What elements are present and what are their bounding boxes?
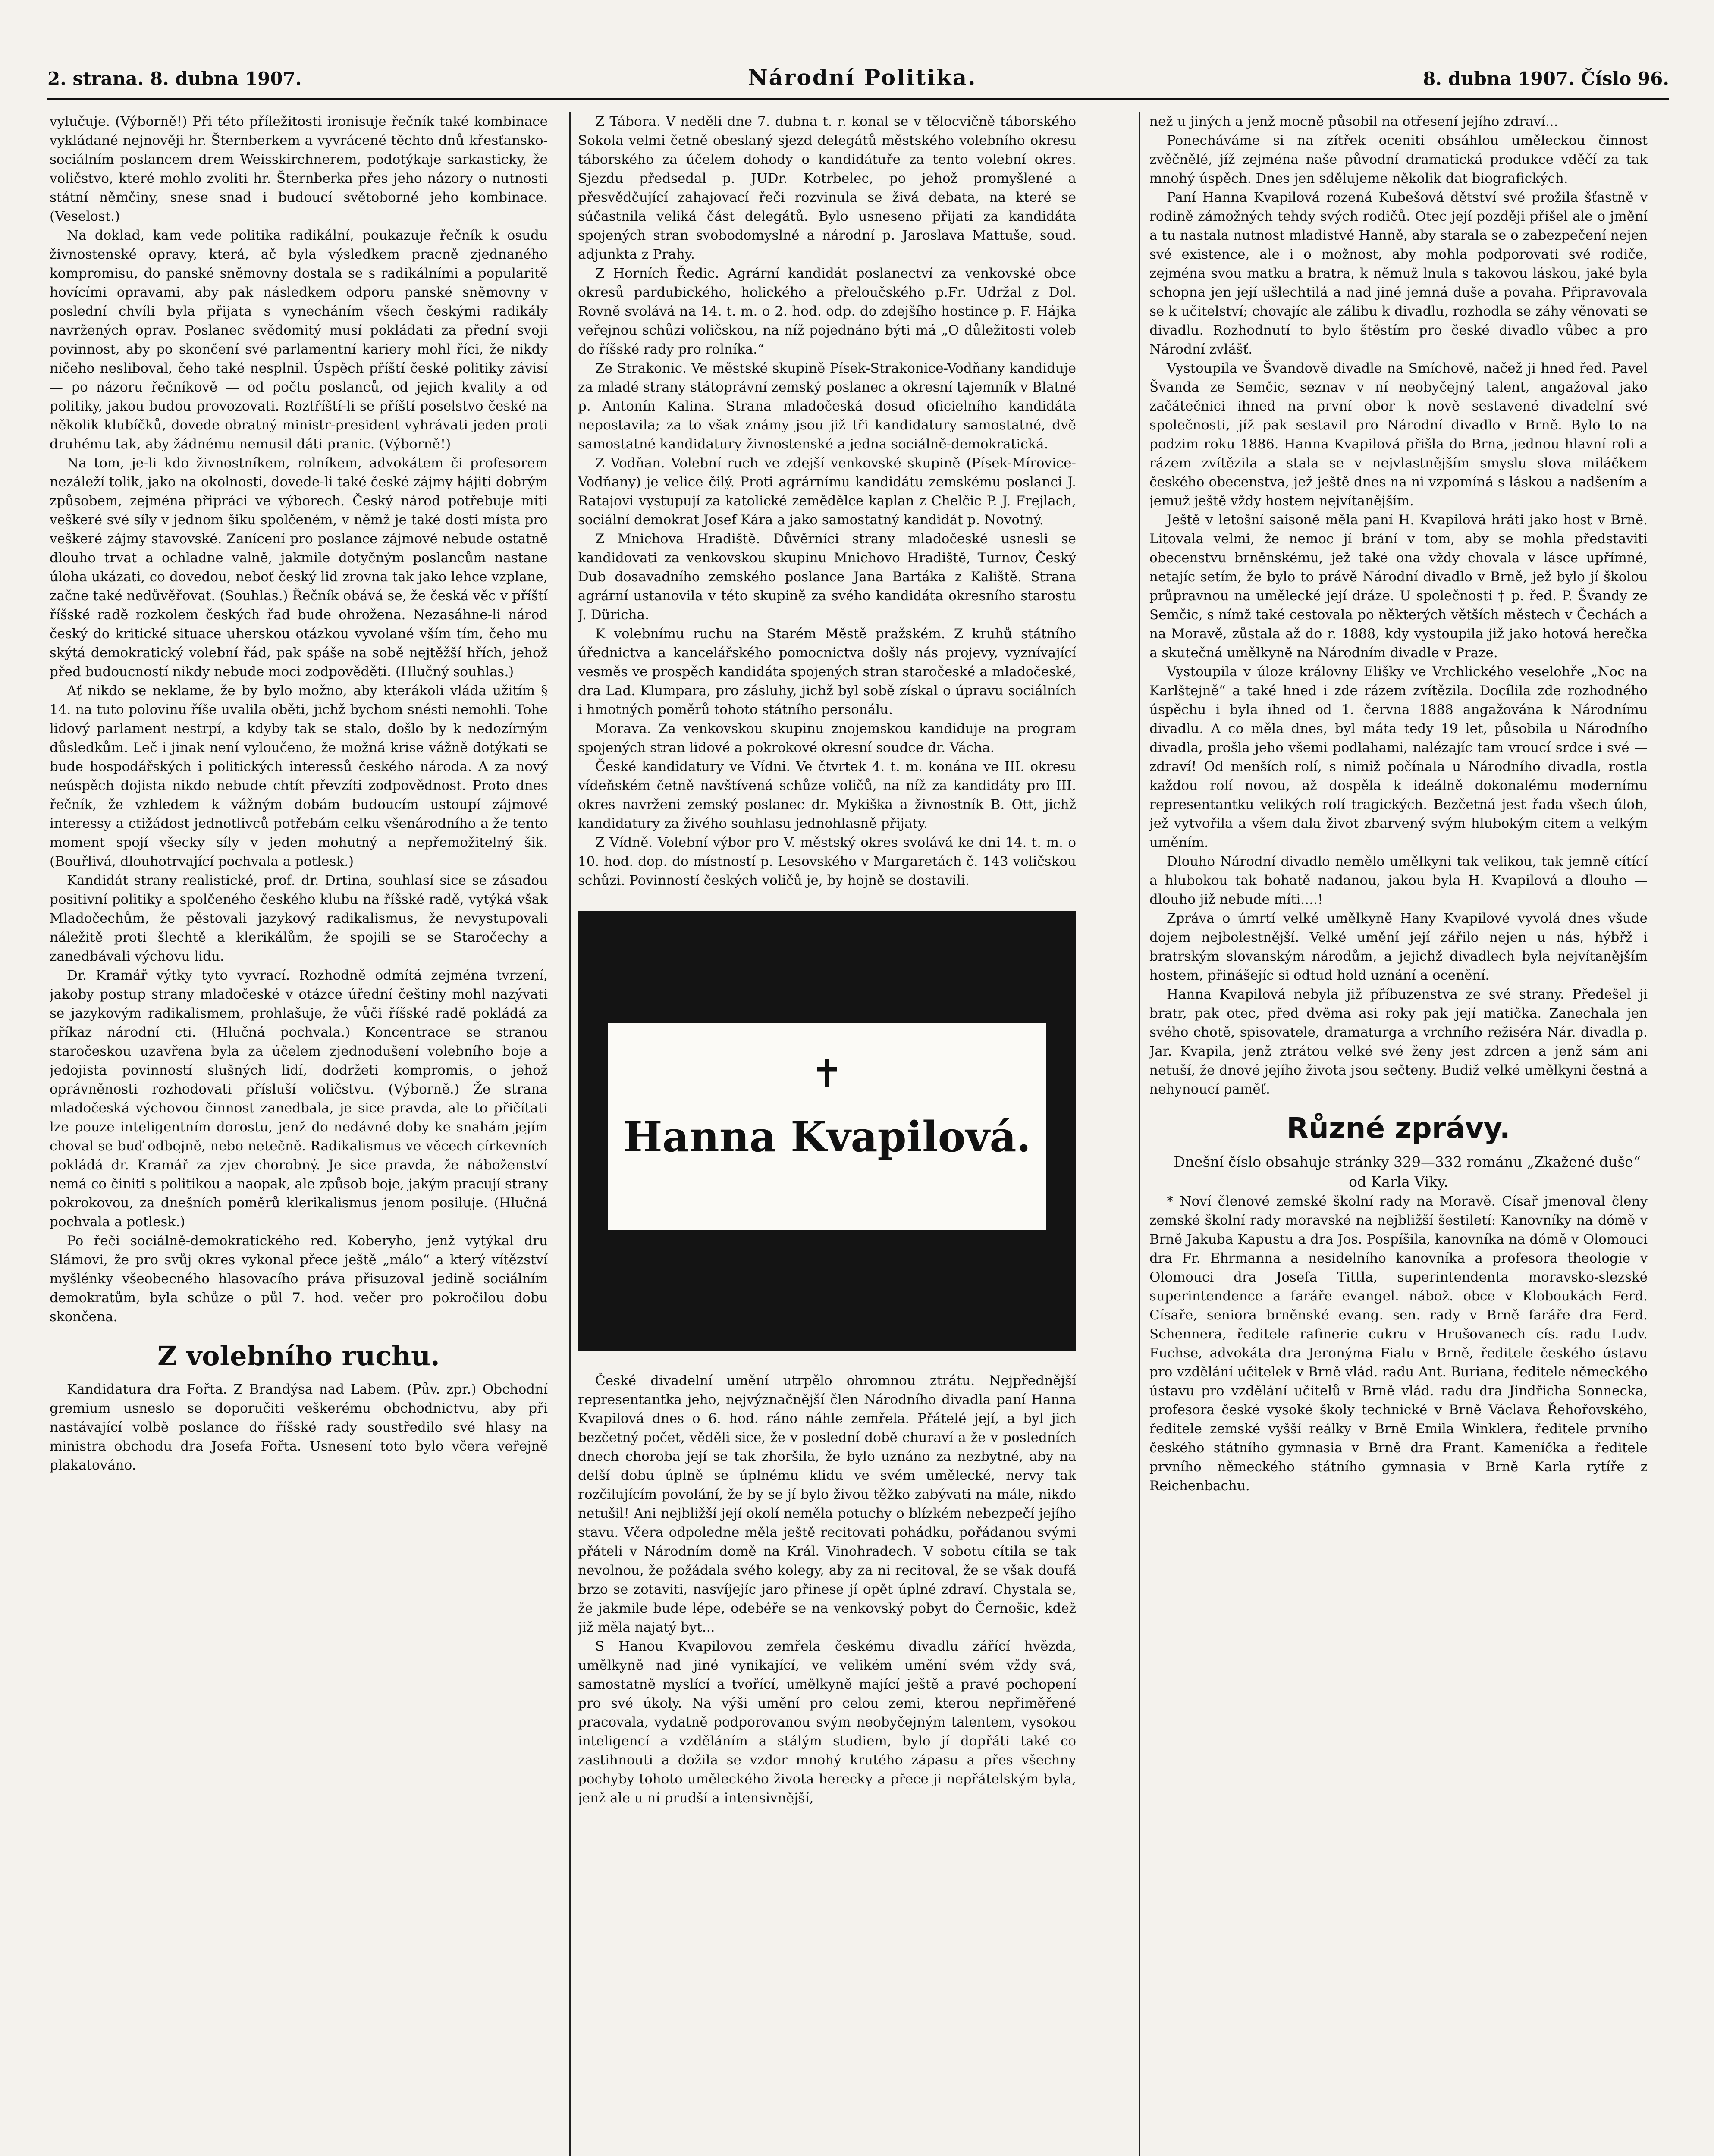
column-divider [1139,112,1140,2156]
article-paragraph: Dlouho Národní divadlo nemělo umělkyni tak velikou, tak jemně cítící a hlubokou tak bohatě nadanou, jakou byla H. Kvapilová a dlouho — dlouho již nebude míti....! [1149,854,1648,907]
header-date-issue: 8. dubna 1907. Číslo 96. [1423,68,1669,89]
article-paragraph: Hanna Kvapilová nebyla již příbuzenstva ze své strany. Předešel ji bratr, pak otec, před dvěma asi roky pak její matička. Zanechala jen svého chotě, spisovatele, dramaturga a vrchního režiséra Nár. divadla p. Jar. Kvapila, jenž ztrátou velké své ženy jest zdrcen a jenž sám ani netuší, že dnové jejího života jsou sečteny. Budiž velké umělkyni čestná a nehynoucí paměť. [1149,987,1648,1097]
cross-icon: ✝ [810,1052,844,1097]
article-paragraph: K volebnímu ruchu na Starém Městě pražském. Z kruhů státního úřednictva a kancelářského pomocnictva došly nás projevy, vyznívající vesměs ve prospěch kandidáta spojených stran staročeské a mladočeské, dra Lad. Klumpara, pro zásluhy, jichž byl sobě získal o úpravu sociálních i hmotných poměrů tohoto státního personálu. [578,626,1076,718]
obituary-panel [608,1023,1046,1230]
article-paragraph: Vystoupila ve Švandově divadle na Smíchově, načež ji hned řed. Pavel Švanda ze Semčic, seznav v ní neobyčejný talent, angažoval jako začátečnici ihned na první obor k nově sestavené divadelní své společnosti, jíž pak sestavil pro Národní divadlo v Brně. Bylo to na podzim roku 1886. Hanna Kvapilová přišla do Brna, jednou hlavní roli a rázem zvítězila a stala se v nejvlastnějším smyslu slova miláčkem českého obecenstva, jež ještě dnes na ni vzpomíná s láskou a nadšením a jemuž ještě vždy hostem nejvítanějším. [1149,360,1648,509]
article-paragraph: Na tom, je-li kdo živnostníkem, rolníkem, advokátem či profesorem nezáleží tolik, jako na okolnosti, dovede-li také české zájmy hájiti dobrým způsobem, zejména připráci ve výborech. Český národ potřebuje míti veškeré své síly v jednom šiku spolčeném, v němž je také dosti místa pro veškeré zájmy stavovské. Zanícení pro poslance zájmové nebude ostatně dlouho trvat a ochladne valně, jakmile dotyčným poslancům nastane úloha ukázati, co dovedou, neboť český lid zrovna tak jako lehce vzplane, začne také nedůvěřovat. (Souhlas.) Řečník obává se, že česká věc v příští říšské radě rozkolem českých řad bude ohrožena. Nezasáhne-li národ český do kritické situace uherskou otázkou vyvolané vším tím, čeho mu skýtá demokratický volební řád, pak spáše na sobě nejtěžší hřích, jehož před budoucností nikdy nebude moci zodpověděti. (Hlučný souhlas.) [50,455,548,680]
obituary-mourning-frame [578,911,1076,1351]
column-2 [578,112,1076,2156]
obituary-name: Hanna Kvapilová. [623,1112,1031,1161]
section-heading: Různé zprávy. [1287,1112,1510,1145]
page-header [47,65,1669,95]
article-paragraph: Zpráva o úmrtí velké umělkyně Hany Kvapilové vyvolá dnes všude dojem nejbolestnější. Velké umění její zářilo nejen u nás, hýbřž i bratrským slovanským národům, a jejichž divadlech byla nejvítanějším hostem, přinášejíc si odtud hold uznání a ocenění. [1149,911,1648,983]
article-paragraph: Dr. Kramář výtky tyto vyvrací. Rozhodně odmítá zejména tvrzení, jakoby postup strany mladočeské v otázce úřední češtiny mohl nazývati se jazykovým radikalismem, prohlašuje, že vůči říšské radě pokládá za příkaz národní cti. (Hlučná pochvala.) Koncentrace se stranou staročeskou uzavřena byla za účelem zjednodušení volebního boje a jedojista povinností slušných lidí, dodržeti kompromis, o jehož oprávněnosti rozhodovati přísluší voličstvu. (Výborně.) Že strana mladočeská výchovou činnost zanedbala, je sice pravda, ale to přičítati lze pouze inteligentním dorostu, jenž do nedávné doby ke snahám jejím choval se buď odbojně, nebo netečně. Radikalismus ve věcech církevních pokládá dr. Kramář za zjev chorobný. Je sice pravda, že náboženství nemá co činiti s politikou a naopak, ale způsob boje, jakým pracují strany pokrokovou, za dnešních poměrů klerikalismus jenom posiluje. (Hlučná pochvala a potlesk.) [50,968,548,1230]
supplement-note: Dnešní číslo obsahuje stránky 329—332 románu „Zkažené duše“ od Karla Viky. [1174,1153,1641,1190]
article-paragraph: České kandidatury ve Vídni. Ve čtvrtek 4. t. m. konána ve III. okresu vídeňském četně navštívená schůze voličů, na níž za kandidáty pro III. okres navrženi zemský poslanec dr. Mykiška a živnostník B. Ott, jichž kandidatury za živého souhlasu jednohlasně přijaty. [578,759,1076,831]
article-paragraph: Z Mnichova Hradiště. Důvěrníci strany mladočeské usnesli se kandidovati za venkovskou skupinu Mnichovo Hradiště, Turnov, Český Dub dosavadního zemského poslance Jana Bartáka z Kaliště. Strana agrární ustanovila v této skupině za svého kandidáta okresního starostu J. Düricha. [578,531,1076,623]
article-paragraph: Ze Strakonic. Ve městské skupině Písek-Strakonice-Vodňany kandiduje za mladé strany státoprávní zemský poslanec a okresní tajemník v Blatné p. Antonín Kalina. Strana mladočeská dosud oficielního kandidáta nepostavila; za to však známy jsou již tři kandidatury samostatné, dvě samostatné kandidatury živnostenské a jedna sociálně-demokratická. [578,360,1076,452]
article-paragraph: Vystoupila v úloze královny Elišky ve Vrchlického veselohře „Noc na Karlštejně“ a také hned i zde rázem zvítězila. Docílila zde rozhodného úspěchu i byla ihned od 1. června 1888 angažována k Národnímu divadlu. A co měla dnes, byl máta tedy 19 let, působila u Národního divadla, prošla jeho všemi podlahami, nalézajíc tam vroucí srdce i své — zdraví! Od menších rolí, s nimiž počínala u Národního divadla, rostla každou rolí novou, až dospěla k ideálně dokonalému modernímu representantku velikých rolí tragických. Bezčetná jest řada všech úloh, jež vytvořila a všem dala život zbarvený svým hlubokým citem a velkým uměním. [1149,664,1648,850]
article-paragraph: Ať nikdo se neklame, že by bylo možno, aby kterákoli vláda užitím § 14. na tuto polovinu říše uvalila oběti, jichž bychom snésti nemohli. Tohe lidový parlament nestrpí, a kdyby tak se stalo, došlo by k nedozírným důsledkům. Leč i jinak není vyloučeno, že možná krise vážně dotýkati se bude hospodářských i politických interessů českého národa. A za nový neúspěch dojista nikdo nebude chtít převzíti zodpovědnost. Proto dnes řečník, že vzhledem k vážným dobám budoucím ustoupí zájmové interessy a ctižádost jednotlivců potřebám celku všenárodního a že tento moment spojí všecky síly v jeden mohutný a nepřemožitelný šik. (Bouřlivá, dlouhotrvající pochvala a potlesk.) [50,683,548,869]
article-paragraph: než u jiných a jenž mocně působil na otřesení jejího zdraví... [1149,114,1558,129]
article-paragraph: vylučuje. (Výborně!) Při této příležitosti ironisuje řečník také kombinace vykládané nejnověji hr. Šternberkem a vyvrácené těchto dnů křesťansko-sociálním poslancem drem Weisskirchnerem, podotýkaje sarkasticky, že voličstvo, které mohlo zvoliti hr. Šternberka přes jeho názory o nutnosti státní němčiny, snese snad i budoucí světoborné jeho kombinace. (Veselost.) [50,114,548,224]
article-paragraph: Z Vídně. Volební výbor pro V. městský okres svolává ke dni 14. t. m. o 10. hod. dop. do místností p. Lesovského v Margaretách č. 143 voličskou schůzi. Povinností českých voličů je, by hojně se dostavili. [578,835,1076,888]
column-1 [50,112,548,2156]
article-paragraph: Kandidatura dra Fořta. Z Brandýsa nad Labem. (Pův. zpr.) Obchodní gremium usneslo se doporučiti veškerému obchodnictvu, aby při nastávající volbě poslance do říšské rady soustředilo své hlasy na ministra obchodu dra Josefa Fořta. Usnesení toto bylo včera veřejně plakatováno. [50,1382,548,1473]
article-paragraph: Po řeči sociálně-demokratického red. Koberyho, jenž vytýkal dru Slámovi, že pro svůj okres vykonal přece ještě „málo“ a který vítězství myšlénky všeobecného hlasovacího práva přisuzoval jedině sociálním demokratům, byla schůze o půl 7. hod. večer pro pokročilou dobu skončena. [50,1233,548,1325]
article-paragraph: Morava. Za venkovskou skupinu znojemskou kandiduje na program spojených stran lidové a pokrokové okresní soudce dr. Vácha. [578,721,1076,755]
header-rule [47,98,1669,100]
article-paragraph: Z Horních Ředic. Agrární kandidát poslanectví za venkovské obce okresů pardubického, holického a přeloučského p.Fr. Udržal z Dol. Rovně svolává na 14. t. m. o 2. hod. odp. do zdejšího hostince p. F. Hájka veřejnou schůzi voličskou, na níž pojednáno býti má „O důležitosti voleb do říšské rady pro rolníka.“ [578,266,1076,357]
section-heading: Z volebního ruchu. [157,1340,440,1372]
article-paragraph: * Noví členové zemské školní rady na Moravě. Císař jmenoval členy zemské školní rady moravské na nejbližší šestiletí: Kanovníky na dómě v Brně Jakuba Kapustu a dra Jos. Pospíšila, kanovníka na dómě v Olomouci dra Fr. Ehrmanna a nesidelního kanovníka a profesora theologie v Olomouci dra Josefa Tittla, superintendenta moravsko-slezské superintendence a faráře evangel. nábož. obce v Kloboukách Ferd. Císaře, seniora brněnské evang. sen. rady v Brně faráře dra Ferd. Schennera, ředitele rafinerie cukru v Hrušovanech cís. radu Ludv. Fuchse, advokáta dra Jeronýma Fialu v Brně, ředitele českého ústavu pro vzdělání učitelek v Brně vlád. radu Ant. Buriana, ředitele německého ústavu pro vzdělání učitelů v Brně vlád. radu dra Jindřicha Sonnecka, profesora české vysoké školy technické v Brně Václava Řehořovského, ředitele zemské vyšší reálky v Brně Emila Winklera, ředitele prvního českého státního gymnasia v Brně dra Frant. Kameníčka a ředitele prvního německého státního gymnasia v Brně Karla rytíře z Reichenbachu. [1149,1194,1648,1494]
column-3 [1149,112,1648,2156]
article-paragraph: Paní Hanna Kvapilová rozená Kubešová dětství své prožila šťastně v rodině zámožných tehdy svých rodičů. Otec její později přišel ale o jmění a tu nastala nutnost mladistvé Hanně, aby starala se o zabezpečení nejen své existence, ale i o možnost, aby mohla podporovati své rodiče, zejména svou matku a bratra, k němuž lnula s takovou láskou, jaké byla schopna jen její ušlechtilá a nad jiné jemná duše a povaha. Připravovala se k učitelství; chovajíc ale zálibu k divadlu, rozhodla se záhy věnovati se divadlu. Rozhodnutí to bylo štěstím pro české divadlo vůbec a pro Národní zvlášť. [1149,190,1648,357]
article-paragraph: Na doklad, kam vede politika radikální, poukazuje řečník k osudu živnostenské opravy, která, ač byla výsledkem pracně zjednaného kompromisu, do panské sněmovny dostala se s radikálními a popularitě hovícími opravami, aby pak následkem odporu panské sněmovny v poslední chvíli byla přijata s vynecháním všech českými radikály navržených oprav. Poslanec svědomitý musí pokládati za přední svoji povinnost, aby po skončení své parlamentní kariery mohl říci, že nikdy ničeho nesliboval, čeho také nesplnil. Úspěch příští české politiky závisí — po názoru řečníkově — od počtu poslanců, od jejich kvality a od politiky, jakou budou provozovati. Roztříští-li se příští poselstvo české na několik klubíčků, dovede obratný ministr-president vyhrávati jeden proti druhému tak, aby žádnému nemusil dáti pranic. (Výborně!) [50,228,548,452]
header-page-date: 2. strana. 8. dubna 1907. [47,68,302,89]
column-divider [569,112,571,2156]
article-paragraph: Kandidát strany realistické, prof. dr. Drtina, souhlasí sice se zásadou positivní politiky a spolčeného českého klubu na říšské radě, vytýká však Mladočechům, že pěstovali jazykový radikalismus, že nevystupovali náležitě proti šlechtě a klerikálům, že spojili se se Staročechy a zanedbávali výchovu lidu. [50,873,548,964]
article-paragraph: Z Vodňan. Volební ruch ve zdejší venkovské skupině (Písek-Mírovice-Vodňany) je velice čilý. Proti agrárnímu kandidátu zemskému poslanci J. Ratajovi vystupují za katolické zemědělce kaplan z Chelčic P. J. Frejlach, sociální demokrat Josef Kára a jako samostatný kandidát p. Novotný. [578,455,1076,528]
article-paragraph: S Hanou Kvapilovou zemřela českému divadlu zářící hvězda, umělkyně nad jiné vynikající, ve velikém umění svém vždy svá, samostatně myslící a tvořící, umělkyně mající ještě a pravé pochopení pro své úkoly. Na výši umění pro celou zemi, kterou nepřiměřené pracovala, vydatně podporovanou svým neobyčejným talentem, vysokou inteligencí a vzděláním a stálým studiem, bylo jí dopřáti také co zastihnouti a dožila se vzdor mnohý krutého zápasu a přes všechny pochyby tohoto uměleckého života herecky a přece ji nepřátelským byla, jenž ale u ní prudší a intensivnější, [578,1639,1076,1806]
article-paragraph: Z Tábora. V neděli dne 7. dubna t. r. konal se v tělocvičně táborského Sokola velmi četně obeslaný sjezd delegátů městského volebního okresu táborského za účelem dohody o kandidátuře za tento volební okres. Sjezdu předsedal p. JUDr. Kotrbelec, po jehož promyšlené a přesvědčující zahajovací řeči rozvinula se živá debata, na které se súčastnila veliká část delegátů. Bylo usneseno přijati za kandidáta spojených stran svobodomyslné a národní p. Jaroslava Mattuše, soud. adjunkta z Prahy. [578,114,1076,262]
masthead-title: Národní Politika. [747,65,977,90]
article-paragraph: České divadelní umění utrpělo ohromnou ztrátu. Nejpřednější representantka jeho, nejvýznačnější člen Národního divadla paní Hanna Kvapilová dnes o 6. hod. ráno náhle zemřela. Přátelé její, a byl jich bezčetný počet, věděli sice, že v poslední době churaví a že v posledních dnech choroba její se tak zhoršila, že bylo uznáno za nezbytné, aby na delší dobu úplně se úplnému klidu ve svém umělecké, nervy tak rozčilujícím povolání, že by se jí bylo živou těžko zabývati na mále, nikdo netušil! Ani nejbližší její okolí neměla potuchy o blízkém nebezpečí jejího stavu. Včera odpoledne měla ještě recitovati pohádku, pořádanou svými přáteli v Národním domě na Král. Vinohradech. V sobotu cítila se tak nevolnou, že požádala svého kolegy, aby za ni recitoval, že se však doufá brzo se zotaviti, nasvíjejíc jaro přinese jí opět úplné zdraví. Chystala se, že jakmile bude lépe, odebéře se na venkovský pobyt do Černošic, kdež již měla najatý byt... [578,1373,1076,1635]
article-paragraph: Ještě v letošní saisoně měla paní H. Kvapilová hráti jako host v Brně. Litovala velmi, že nemoc jí brání v tom, aby se mohla představiti obecenstvu brněnskému, jež také ona vždy chovala v lásce upřímné, netajíc setím, že bylo to právě Národní divadlo v Brně, jež bylo jí školou průpravnou na umělecké její dráze. U společnosti † p. řed. P. Švandy ze Semčic, s nímž také cestovala po některých větších městech v Čechách a na Moravě, zůstala až do r. 1888, kdy vystoupila již jako hotová herečka a skutečná umělkyně na Národním divadle v Praze. [1149,512,1648,661]
article-paragraph: Ponecháváme si na zítřek oceniti obsáhlou uměleckou činnost zvěčnělé, jíž zejména naše původní dramatická produkce vděčí za tak mnohý úspěch. Dnes jen sdělujeme několik dat biografických. [1149,133,1648,186]
